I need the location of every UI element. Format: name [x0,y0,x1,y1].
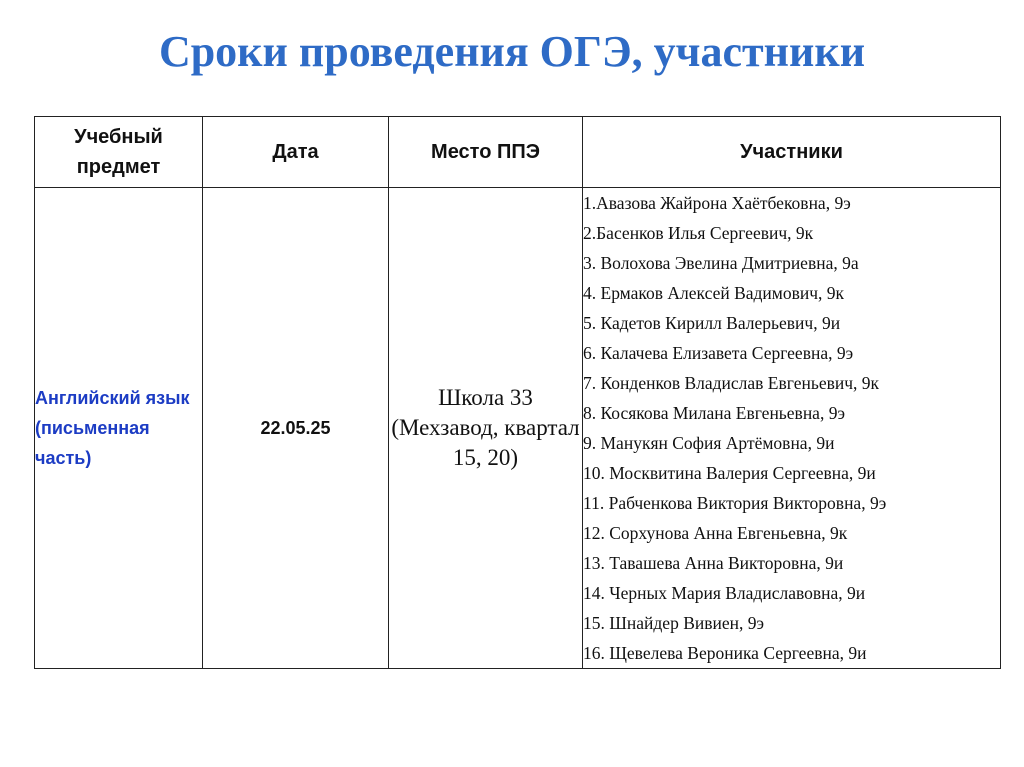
participant-item: 16. Щевелева Вероника Сергеевна, 9и [583,643,867,663]
participant-item: 7. Конденков Владислав Евгеньевич, 9к [583,373,880,393]
participant-item: 13. Тавашева Анна Викторовна, 9и [583,553,844,573]
participant-item: 3. Волохова Эвелина Дмитриевна, 9а [583,253,859,273]
participant-item: 1.Авазова Жайрона Хаётбековна, 9э [583,193,851,213]
header-participants: Участники [583,117,1001,188]
header-date: Дата [203,117,389,188]
place-cell: Школа 33 (Мехзавод, квартал 15, 20) [389,188,583,669]
schedule-table [34,116,1001,669]
participants-list [583,188,1000,668]
participant-item: 11. Рабченкова Виктория Викторовна, 9э [583,493,887,513]
participant-item: 12. Сорхунова Анна Евгеньевна, 9к [583,523,848,543]
table-row [35,188,1001,669]
slide-title: Сроки проведения ОГЭ, участники [158,27,866,76]
participant-item: 8. Косякова Милана Евгеньевна, 9э [583,403,845,423]
participant-item: 14. Черных Мария Владиславовна, 9и [583,583,866,603]
date-cell: 22.05.25 [203,188,389,669]
subject-cell: Английский язык (письменная часть) [35,188,203,669]
table-header-row [35,117,1001,188]
participant-item: 9. Манукян София Артёмовна, 9и [583,433,835,453]
header-subject: Учебный предмет [35,117,203,188]
participant-item: 5. Кадетов Кирилл Валерьевич, 9и [583,313,841,333]
participant-item: 10. Москвитина Валерия Сергеевна, 9и [583,463,876,483]
participant-item: 6. Калачева Елизавета Сергеевна, 9э [583,343,854,363]
header-place: Место ППЭ [389,117,583,188]
participant-item: 4. Ермаков Алексей Вадимович, 9к [583,283,845,303]
participant-item: 2.Басенков Илья Сергеевич, 9к [583,223,814,243]
participant-item: 15. Шнайдер Вивиен, 9э [583,613,765,633]
participants-cell [583,188,1001,669]
